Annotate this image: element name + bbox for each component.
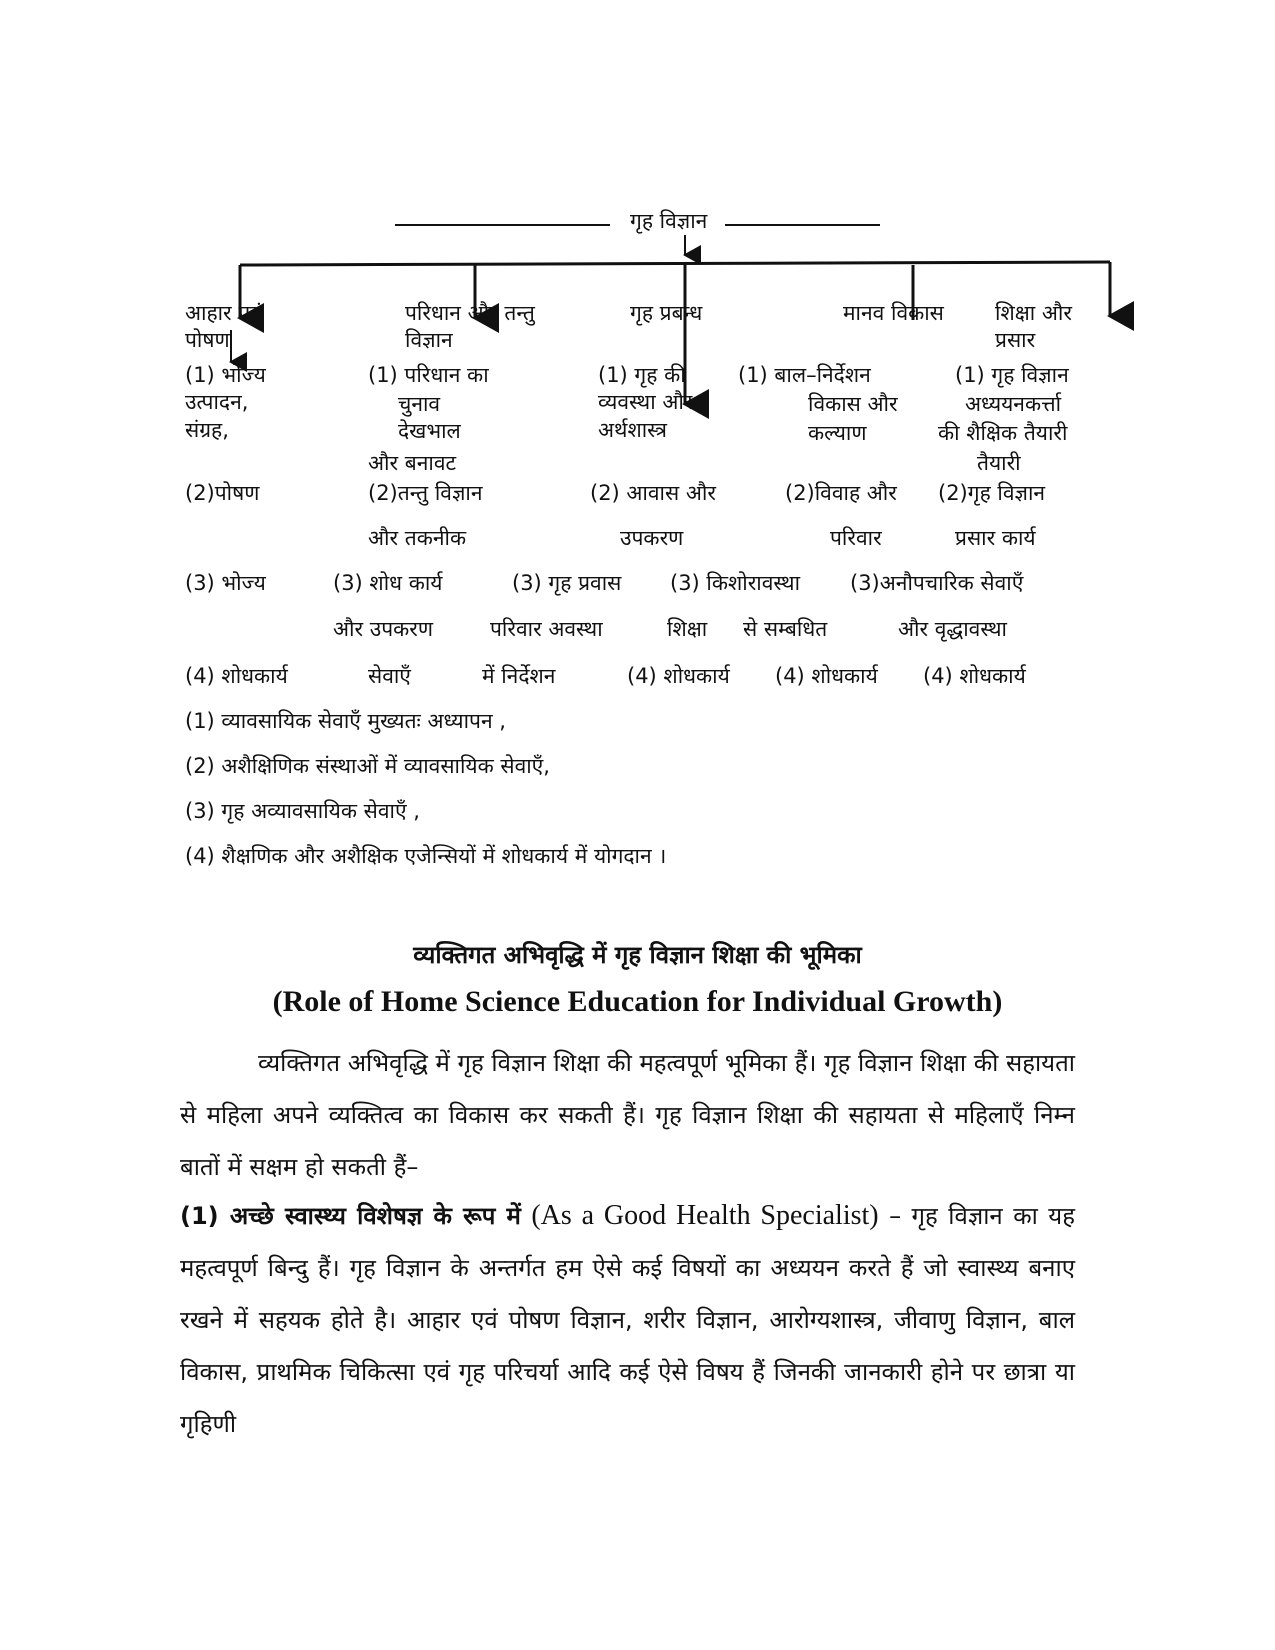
section-heading-hindi: व्यक्तिगत अभिवृद्धि में गृह विज्ञान शिक्षा की भूमिका — [413, 941, 862, 969]
branch-nutrition-item-2: (2)पोषण — [185, 481, 260, 505]
service-item-3: (3) गृह अव्यावसायिक सेवाएँ , — [185, 799, 420, 823]
point-1-english: (As a Good Health Specialist) — [531, 1200, 879, 1231]
branch-clothing-item-1b: चुनाव देखभाल — [398, 392, 461, 444]
branch-human-item-2: (2)विवाह और — [785, 481, 897, 505]
branch-title-human-development: मानव विकास — [843, 301, 944, 325]
branch-extension-item-4: (4) शोधकार्य — [923, 664, 1026, 688]
point-1-title: (1) अच्छे स्वास्थ्य विशेषज्ञ के रूप में — [180, 1202, 521, 1230]
branch-extension-item-2b: प्रसार कार्य — [955, 526, 1036, 550]
branch-nutrition-item-4: (4) शोधकार्य — [185, 664, 288, 688]
branch-human-item-1: (1) बाल–निर्देशन — [738, 363, 871, 387]
branch-nutrition-item-1: (1) भोज्य उत्पादन, संग्रह, — [185, 363, 266, 442]
intro-paragraph — [180, 1037, 1075, 1193]
branch-clothing-item-1c: और बनावट — [368, 451, 457, 475]
intro-text: व्यक्तिगत अभिवृद्धि में गृह विज्ञान शिक्षा की महत्वपूर्ण भूमिका हैं। गृह विज्ञान शिक्षा की सहायता से महिला अपने व्यक्तित्व का विकास कर सकती हैं। गृह विज्ञान शिक्षा की सहायता से महिलाएँ निम्न बातों में सक्षम हो सकती हैं– — [180, 1049, 1075, 1181]
branch-extension-item-1: (1) गृह विज्ञान — [955, 363, 1069, 387]
branch-human-item-4: (4) शोधकार्य — [775, 664, 878, 688]
branch-title-clothing: परिधान और तन्तु विज्ञान — [405, 301, 535, 353]
branch-clothing-item-3b: और उपकरण — [333, 617, 434, 641]
branch-extension-item-3: (3)अनौपचारिक सेवाएँ — [850, 571, 1024, 595]
service-item-2: (2) अशैक्षिणिक संस्थाओं में व्यावसायिक सेवाएँ, — [185, 754, 550, 778]
branch-human-item-3: (3) किशोरावस्था — [670, 571, 801, 595]
branch-human-item-1c: कल्याण — [808, 421, 867, 445]
branch-management-item-3: (3) गृह प्रवास — [512, 571, 622, 595]
point-1-text: – गृह विज्ञान का यह महत्वपूर्ण बिन्दु हैं। गृह विज्ञान के अन्तर्गत हम ऐसे कई विषयों का अध्ययन करते हैं जो स्वास्थ्य बनाए रखने में सहयक होते है। आहार एवं पोषण विज्ञान, शरीर विज्ञान, आरोग्यशास्त्र, जीवाणु विज्ञान, बाल विकास, प्राथमिक चिकित्सा एवं गृह परिचर्या आदि कई ऐसे विषय हैं जिनकी जानकारी होने पर छात्रा या गृहिणी — [180, 1202, 1075, 1438]
branch-management-item-2b: उपकरण — [620, 526, 684, 550]
branch-extension-item-1d: तैयारी — [977, 451, 1021, 475]
branch-management-item-3b: परिवार अवस्था — [490, 617, 603, 641]
branch-human-item-2b: परिवार — [830, 526, 882, 550]
branch-human-item-3c: से सम्बधित — [743, 617, 828, 641]
branch-management-item-1: (1) गृह की व्यवस्था और अर्थशास्त्र — [598, 363, 693, 442]
diagram-root: गृह विज्ञान — [630, 209, 708, 233]
branch-clothing-item-2: (2)तन्तु विज्ञान — [368, 481, 483, 505]
branch-title-nutrition: आहार एवं पोषण — [185, 301, 262, 353]
point-1-paragraph — [180, 1190, 1075, 1450]
branch-extension-item-2: (2)गृह विज्ञान — [938, 481, 1046, 505]
branch-management-item-3c: में निर्देशन — [482, 664, 556, 688]
branch-bar — [240, 262, 1110, 265]
branch-clothing-item-4: सेवाएँ — [368, 664, 411, 688]
branch-extension-item-1b: अध्ययनकर्त्ता — [965, 392, 1062, 416]
branch-clothing-item-1: (1) परिधान का — [368, 363, 489, 387]
branch-extension-item-3b: और वृद्धावस्था — [898, 617, 1007, 641]
section-heading-english: (Role of Home Science Education for Individual Growth) — [272, 985, 1003, 1018]
service-item-1: (1) व्यावसायिक सेवाएँ मुख्यतः अध्यापन , — [185, 709, 506, 733]
branch-clothing-item-3: (3) शोध कार्य — [333, 571, 443, 595]
branch-title-extension: शिक्षा और प्रसार — [995, 301, 1072, 353]
branch-human-item-3b: शिक्षा — [667, 617, 708, 641]
branch-management-item-4: (4) शोधकार्य — [627, 664, 730, 688]
branch-human-item-1b: विकास और — [808, 392, 898, 416]
branch-clothing-item-2b: और तकनीक — [368, 526, 467, 550]
branch-extension-item-1c: की शैक्षिक तैयारी — [938, 421, 1068, 445]
branch-nutrition-item-3: (3) भोज्य — [185, 571, 266, 595]
branch-title-management: गृह प्रबन्ध — [630, 301, 703, 325]
service-item-4: (4) शैक्षणिक और अशैक्षिक एजेन्सियों में शोधकार्य में योगदान । — [185, 844, 667, 868]
branch-management-item-2: (2) आवास और — [590, 481, 716, 505]
